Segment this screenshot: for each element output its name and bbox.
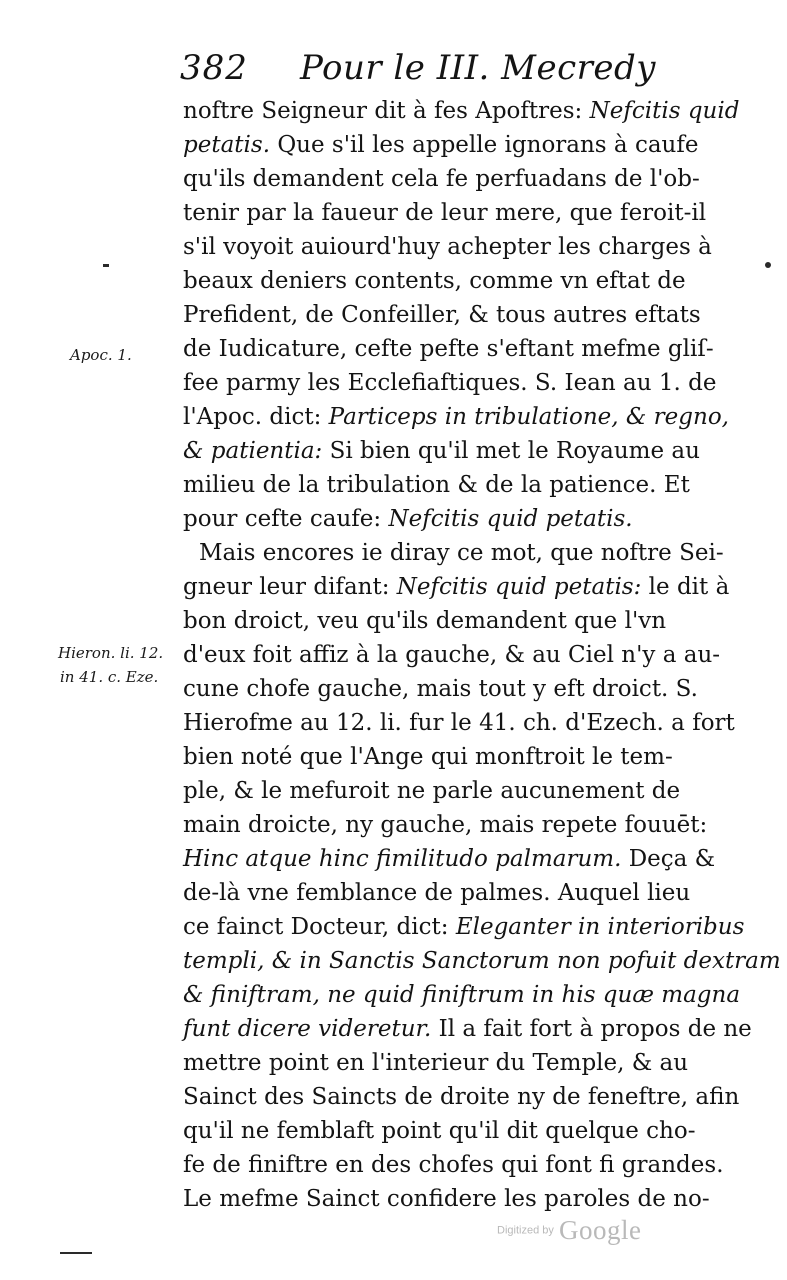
latin-quote-segment: Nefcitis quid (589, 98, 740, 124)
text-line (183, 910, 745, 944)
text-line (183, 638, 721, 672)
text-line (183, 944, 781, 978)
text-segment: Prefident, de Confeiller, & tous autres eftats (183, 302, 701, 328)
text-line (183, 366, 717, 400)
latin-quote-segment: Nefcitis quid petatis: (396, 574, 642, 600)
text-segment: d'eux foit affiz à la gauche, & au Ciel n'y a au- (183, 642, 721, 668)
text-line (183, 774, 683, 808)
text-segment: le dit à (641, 574, 730, 600)
text-line (183, 706, 735, 740)
margin-note-hieron-line-1: Hieron. li. 12. (58, 644, 164, 662)
text-line (183, 740, 683, 774)
text-segment: Il a fait fort à propos de ne (431, 1016, 752, 1042)
scan-edge-mark (60, 1252, 92, 1254)
text-line (183, 468, 690, 502)
latin-quote-segment: templi, & in Sanctis Sanctorum non pofuit dextram (183, 948, 781, 974)
text-segment: beaux deniers contents, comme vn eftat de (183, 268, 686, 294)
text-segment: Que s'il les appelle ignorans à caufe (270, 132, 699, 158)
latin-quote-segment: Hinc atque hinc fimilitudo palmarum. (183, 846, 622, 872)
text-segment: l'Apoc. dict: (183, 404, 329, 430)
text-segment: pour cefte caufe: (183, 506, 389, 532)
text-line (183, 1182, 710, 1216)
margin-note-apoc: Apoc. 1. (70, 346, 132, 364)
text-line (183, 298, 701, 332)
text-segment: Mais encores ie diray ce mot, que noftre Sei- (199, 540, 724, 566)
text-line (183, 570, 730, 604)
text-segment: s'il voyoit auiourd'huy achepter les charges à (183, 234, 712, 260)
page-header (180, 40, 656, 92)
text-segment: mettre point en l'interieur du Temple, & au (183, 1050, 689, 1076)
text-line (183, 842, 716, 876)
text-line (183, 162, 700, 196)
text-line (183, 1114, 696, 1148)
text-segment: de Iudicature, cefte pefte s'eftant mefme gliſ- (183, 336, 714, 362)
text-segment: qu'ils demandent cela fe perfuadans de l'ob- (183, 166, 700, 192)
latin-quote-segment: Nefcitis quid petatis. (388, 506, 633, 532)
latin-quote-segment: petatis. (183, 132, 271, 158)
text-line (183, 1148, 724, 1182)
text-segment: tenir par la faueur de leur mere, que feroit-il (183, 200, 707, 226)
text-line (183, 264, 686, 298)
text-segment: gneur leur difant: (183, 574, 397, 600)
text-segment: milieu de la tribulation & de la patience. Et (183, 472, 690, 498)
text-line (183, 196, 707, 230)
text-segment: fee parmy les Ecclefiaftiques. S. Iean au 1. de (183, 370, 717, 396)
text-segment: qu'il ne femblaft point qu'il dit quelque cho- (183, 1118, 696, 1144)
text-line (183, 332, 714, 366)
text-line (183, 1012, 752, 1046)
text-segment: Si bien qu'il met le Royaume au (322, 438, 700, 464)
body-text (183, 94, 781, 1216)
text-segment: de-là vne femblance de palmes. Auquel lieu (183, 880, 691, 906)
latin-quote-segment: & finiftram, ne quid finiftrum in his quæ magna (183, 982, 741, 1008)
text-line (183, 128, 699, 162)
text-segment: Hierofme au 12. li. fur le 41. ch. d'Ezech. a fort (183, 710, 735, 736)
latin-quote-segment: & patientia: (183, 438, 323, 464)
text-segment: Sainct des Saincts de droite ny de feneftre, afin (183, 1084, 740, 1110)
digitization-attribution (497, 1215, 641, 1255)
text-line (183, 876, 691, 910)
latin-quote-segment: Eleganter in interioribus (455, 914, 745, 940)
text-line (183, 94, 740, 128)
text-line (183, 502, 683, 536)
text-segment: cune chofe gauche, mais tout y eft droict. S. (183, 676, 698, 702)
text-line (183, 434, 700, 468)
text-segment: ce fainct Docteur, dict: (183, 914, 456, 940)
text-segment: ple, & le mefuroit ne parle aucunement de (183, 778, 681, 804)
text-segment: fe de finiftre en des chofes qui font fi grandes. (183, 1152, 724, 1178)
text-line (183, 808, 708, 842)
text-line (183, 672, 698, 706)
latin-quote-segment: funt dicere videretur. (183, 1016, 432, 1042)
text-line (183, 230, 712, 264)
text-segment: bien noté que l'Ange qui monftroit le tem- (183, 744, 673, 770)
text-segment: main droicte, ny gauche, mais repete fouuēt: (183, 812, 708, 838)
text-line (183, 978, 741, 1012)
text-line (183, 1080, 740, 1114)
latin-quote-segment: Particeps in tribulatione, & regno, (328, 404, 729, 430)
text-line (183, 604, 683, 638)
text-line (183, 536, 724, 570)
page-number: 382 (180, 48, 248, 88)
attribution-prefix: Digitized by (497, 1224, 554, 1237)
margin-speck-mark (103, 264, 109, 267)
margin-note-hieron-line-2: in 41. c. Eze. (60, 668, 159, 686)
attribution-brand: Google (558, 1215, 642, 1245)
text-segment: Deça & (621, 846, 716, 872)
text-segment: Le mefme Sainct confidere les paroles de no- (183, 1186, 710, 1212)
text-line (183, 400, 729, 434)
running-title: Pour le III. Mecredy (300, 48, 656, 88)
text-segment: bon droict, veu qu'ils demandent que l'vn (183, 608, 667, 634)
margin-speck-mark (765, 262, 771, 268)
text-segment: noftre Seigneur dit à fes Apoftres: (183, 98, 590, 124)
text-line (183, 1046, 689, 1080)
